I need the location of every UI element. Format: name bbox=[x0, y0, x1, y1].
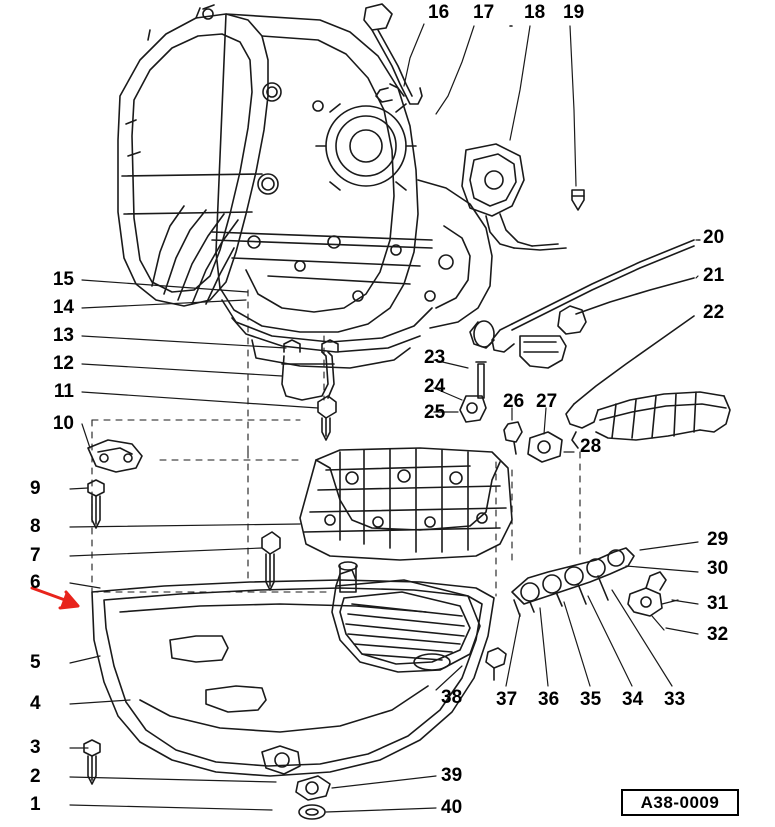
callout-31: 31 bbox=[707, 593, 729, 614]
callout-23: 23 bbox=[424, 347, 446, 368]
callout-39: 39 bbox=[441, 765, 463, 786]
callout-20: 20 bbox=[703, 227, 725, 248]
callout-17: 17 bbox=[473, 2, 495, 23]
oil-pan bbox=[84, 580, 494, 819]
callout-7: 7 bbox=[30, 545, 41, 566]
callout-38: 38 bbox=[441, 687, 463, 708]
valve-body bbox=[300, 448, 512, 592]
callout-26: 26 bbox=[503, 391, 525, 412]
callout-13: 13 bbox=[52, 325, 74, 346]
callout-37: 37 bbox=[496, 689, 518, 710]
callout-36: 36 bbox=[538, 689, 560, 710]
callout-27: 27 bbox=[536, 391, 558, 412]
selector-bracket-assembly bbox=[462, 26, 584, 250]
callout-19: 19 bbox=[563, 2, 585, 23]
callout-30: 30 bbox=[707, 558, 729, 579]
callout-35: 35 bbox=[580, 689, 602, 710]
callout-40: 40 bbox=[441, 797, 463, 818]
callout-9: 9 bbox=[30, 478, 41, 499]
drawing-code-box bbox=[621, 789, 739, 816]
callout-14: 14 bbox=[52, 297, 74, 318]
callout-11: 11 bbox=[53, 381, 74, 402]
callout-10: 10 bbox=[52, 413, 74, 434]
callout-34: 34 bbox=[622, 689, 644, 710]
callout-28: 28 bbox=[580, 436, 602, 457]
bracket-and-bolt-group bbox=[88, 396, 336, 590]
callout-5: 5 bbox=[30, 652, 41, 673]
callout-18: 18 bbox=[524, 2, 546, 23]
speed-sensor bbox=[628, 572, 678, 630]
drawing-code-text: A38-0009 bbox=[640, 792, 720, 812]
callout-6: 6 bbox=[30, 572, 41, 593]
callout-2: 2 bbox=[30, 766, 41, 787]
callout-4: 4 bbox=[30, 693, 41, 714]
callout-15: 15 bbox=[52, 269, 74, 290]
callout-24: 24 bbox=[424, 376, 446, 397]
transmission-case-body bbox=[118, 2, 495, 368]
callout-25: 25 bbox=[424, 402, 446, 423]
callout-3: 3 bbox=[30, 737, 41, 758]
callout-32: 32 bbox=[707, 624, 729, 645]
callout-16: 16 bbox=[428, 2, 450, 23]
callout-33: 33 bbox=[664, 689, 686, 710]
callout-22: 22 bbox=[703, 302, 725, 323]
callout-12: 12 bbox=[52, 353, 74, 374]
callout-8: 8 bbox=[30, 516, 41, 537]
leader-lines-right bbox=[626, 542, 698, 572]
callout-21: 21 bbox=[703, 265, 725, 286]
solenoid-pack bbox=[486, 548, 672, 686]
callout-29: 29 bbox=[707, 529, 729, 550]
callout-1: 1 bbox=[30, 794, 41, 815]
